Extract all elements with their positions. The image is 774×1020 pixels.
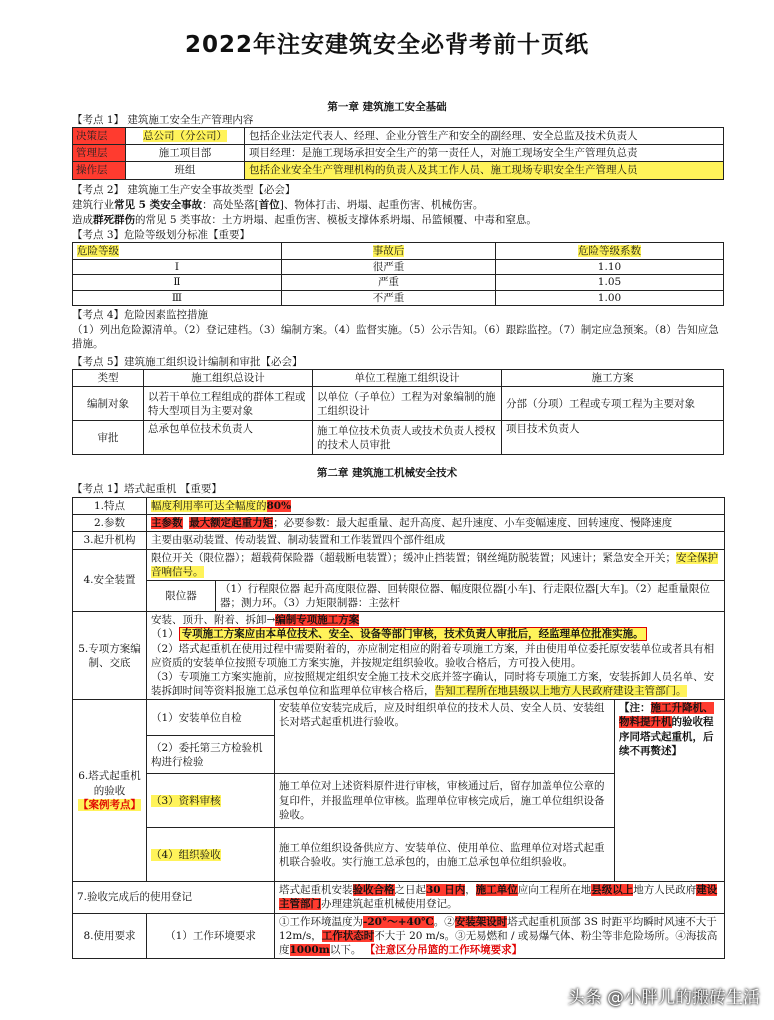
table-row: （3）资料审核 施工单位对上述资料原件进行审核，审核通过后，留存加盖单位公章的复印件，并报监理单位审核。监理单位审核完成后，施工单位组织设备验收。	[73, 774, 725, 828]
ch2-kp1-heading: 【考点 1】塔式起重机 【重要】	[72, 483, 222, 495]
kp4-heading: 【考点 4】危险因素监控措施	[72, 309, 209, 321]
kp4-text: （1）列出危险源清单。（2）登记建档。（3）编制方案。（4）监督实施。（5）公示告知。（6）跟踪监控。（7）制定应急预案。（8）告知应急措施。	[72, 324, 719, 351]
table-row: 4.安全装置 限位开关（限位器）；超载荷保险器（超载断电装置）；缓冲止挡装置；钢丝绳防脱装置；风速计；紧急安全开关；安全保护音响信号。	[73, 549, 725, 580]
table-row: 审批 总承包单位技术负责人 施工单位技术负责人或技术负责人授权的技术人员审批 项目技术负责人	[73, 421, 724, 455]
table-row: 编制对象 以若干单位工程组成的群体工程或特大型项目为主要对象 以单位（子单位）工程为对象编制的施工组织设计 分部（分项）工程或专项工程为主要对象	[73, 387, 724, 421]
table-row	[73, 162, 724, 179]
level-cell: 管理层	[73, 145, 126, 162]
kp2-line2: 造成群死群伤的常见 5 类事故：土方坍塌、起重伤害、模板支撑体系坍塌、吊篮倾覆、中毒和窒息。	[72, 214, 537, 226]
kp2-line1: 建筑行业常见 5 类安全事故：高处坠落[首位]、物体打击、坍塌、起重伤害、机械伤害。	[72, 199, 484, 211]
unit-cell: 班组	[126, 162, 245, 179]
unit-cell: 施工项目部	[126, 145, 245, 162]
table-row: 6.塔式起重机的验收 【案例考点】 （1）安装单位自检 安装单位安装完成后，应及时组织单位的技术人员、安全人员、安装组长对塔式起重机进行验收。 【注：施工升降机、物料提升机的验收程序同塔式起重机，后续不再赘述】	[73, 700, 725, 736]
level-cell: 决策层	[73, 128, 126, 145]
table-row: （2）委托第三方检验机构进行检验	[73, 736, 725, 774]
page-title: 2022年注安建筑安全必背考前十页纸	[184, 32, 589, 58]
table-row: 2.参数 主参数 最大额定起重力矩；必要参数：最大起重量、起升高度、起升速度、小车变幅速度、回转速度、慢降速度	[73, 515, 725, 532]
table-row	[73, 128, 724, 145]
table-row: 限位器 （1）行程限位器 起升高度限位器、回转限位器、幅度限位器[小车]、行走限位器[大车]。（2）起重量限位器；测力环。（3）力矩限制器：主弦杆	[73, 580, 725, 611]
hazard-level-table	[72, 242, 724, 306]
table-row: （4）组织验收 施工单位组织设备供应方、安装单位、使用单位、监理单位对塔式起重机联合验收。实行施工总承包的，由施工总承包单位组织验收。	[73, 828, 725, 882]
table-row: 3.起升机构 主要由驱动装置、传动装置、制动装置和工作装置四个部件组成	[73, 532, 725, 549]
tower-crane-table	[72, 497, 725, 959]
management-table	[72, 127, 724, 180]
kp2-heading: 【考点 2】 建筑施工生产安全事故类型【必会】	[72, 184, 296, 196]
table-row: Ⅱ 严重 1.05	[73, 275, 724, 290]
chapter-1-title: 第一章 建筑施工安全基础	[327, 101, 447, 113]
unit-cell: 总公司（分公司）	[143, 130, 227, 142]
kp3-heading: 【考点 3】危险等级划分标准【重要】	[72, 229, 251, 241]
construction-design-table	[72, 369, 724, 455]
desc-cell: 包括企业法定代表人、经理、企业分管生产和安全的副经理、安全总监及技术负责人	[245, 128, 724, 145]
table-row	[73, 145, 724, 162]
table-row: 1.特点 幅度利用率可达全幅度的80%	[73, 498, 725, 515]
table-row: 5.专项方案编制、交底 安装、顶升、附着、拆卸→编制专项施工方案 （1） 专项施工方案应由本单位技术、安全、设备等部门审核，技术负责人审批后，经监理单位批准实施。 （2）塔式起重机在使用过程中需要附着的，亦应制定相应的附着专项施工方案，并由使用单位委托原安装单位或者具有相应资质的安装单位按照专项施工方案实施，并按规定组织验收。验收合格后，方可投入使用。 （3）专项施工方案实施前，应按照规定组织安全施工技术交底并签字确认，同时将专项施工方案，安装拆卸人员名单、安装拆卸时间等资料报施工总承包单位和监理单位审核合格后，告知工程所在地县级以上地方人民政府建设主管部门。	[73, 612, 725, 700]
chapter-2-title: 第二章 建筑施工机械安全技术	[316, 467, 458, 479]
table-row: Ⅲ 不严重 1.00	[73, 290, 724, 305]
table-row: Ⅰ 很严重 1.10	[73, 260, 724, 275]
table-header-row: 类型 施工组织总设计 单位工程施工组织设计 施工方案	[73, 370, 724, 387]
kp5-heading: 【考点 5】建筑施工组织设计编制和审批【必会】	[72, 356, 303, 368]
table-row: 7.验收完成后的使用登记 塔式起重机安装验收合格之日起30 日内，施工单位应向工程所在地县级以上地方人民政府建设主管部门办理建筑起重机械使用登记。	[73, 882, 725, 913]
table-row: 8.使用要求 （1）工作环境要求 ①工作环境温度为-20°～+40℃。②安装架设时塔式起重机顶部 3S 时距平均瞬时风速不大于 12m/s，工作状态时不大于 20 m/s。③无易燃和 / 或易爆气体、粉尘等非危险场所。④海拔高度1000m以下。 【注意区分吊篮的工作环境要求】	[73, 913, 725, 959]
level-cell: 操作层	[73, 162, 126, 179]
table-header-row: 危险等级 事故后 危险等级系数	[73, 243, 724, 260]
desc-cell: 包括企业安全生产管理机构的负责人及其工作人员、施工现场专职安全生产管理人员	[245, 162, 724, 179]
desc-cell: 项目经理：是施工现场承担安全生产的第一责任人，对施工现场安全生产管理负总责	[245, 145, 724, 162]
kp1-heading: 【考点 1】 建筑施工安全生产管理内容	[72, 114, 254, 126]
watermark: 头条 @小胖儿的搬砖生活	[567, 988, 760, 1009]
